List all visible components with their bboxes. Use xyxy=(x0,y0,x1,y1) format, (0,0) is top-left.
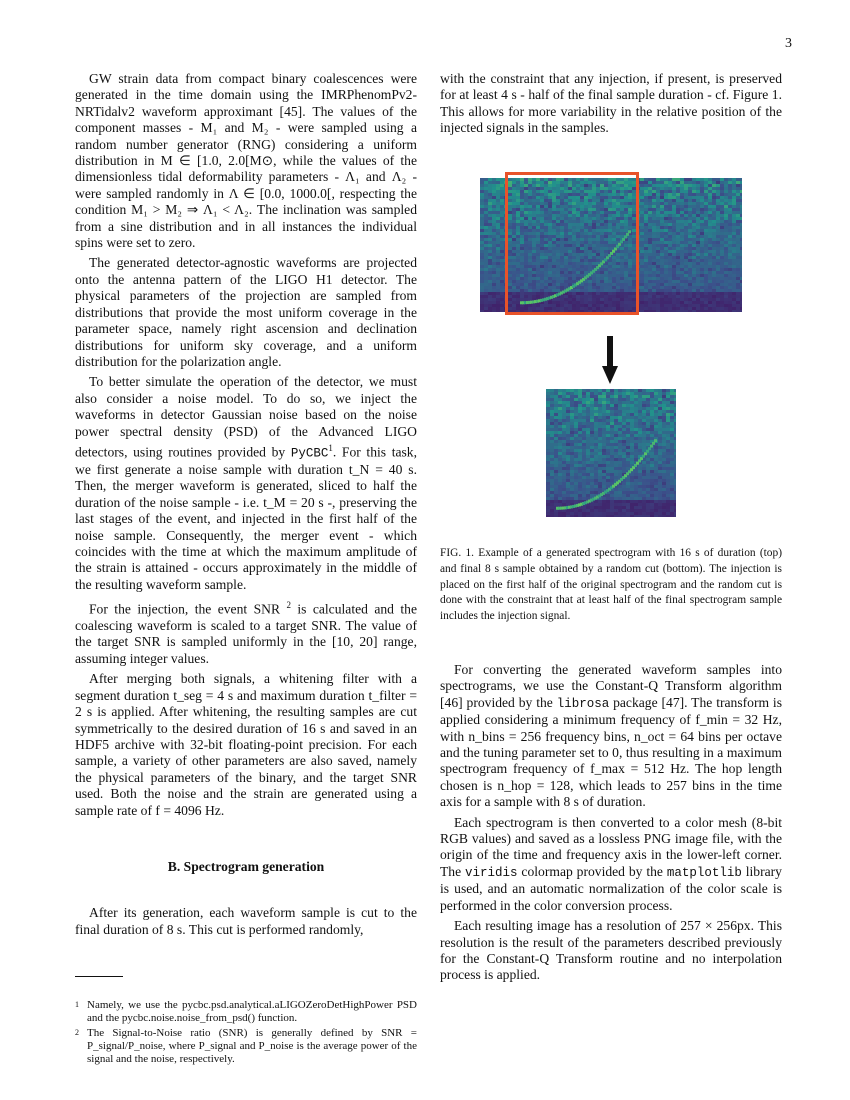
text-segment: To better simulate the operation of the detector, we must also consider a noise model. To do so, we inject the waveforms in detector Gaussian noise based on the noise power spectral density (PSD) of the Advanced LIGO detectors, using routines provided by xyxy=(75,374,417,460)
paragraph-noise-model xyxy=(75,374,417,593)
code-pycbc: PyCBC xyxy=(290,446,329,461)
figure-1 xyxy=(440,178,782,528)
code-matplotlib: matplotlib xyxy=(666,865,742,880)
paragraph-color-mesh xyxy=(440,815,782,914)
text-segment: For the injection, the event SNR xyxy=(89,601,287,617)
footnote-mark-2: 2 xyxy=(75,1028,79,1038)
code-librosa: librosa xyxy=(556,696,610,711)
footnote-ref-1[interactable]: 1 xyxy=(328,442,333,453)
paragraph-cut-continued: with the constraint that any injection, if present, is preserved for at least 4 s - half of the final sample duration - cf. Figure 1. This allows for more variability in the relative position of the injected signals in the samples. xyxy=(440,71,782,136)
right-column-top xyxy=(440,71,782,141)
footnote-text: Namely, we use the pycbc.psd.analytical.aLIGOZeroDetHighPower PSD and the pycbc.noise.noise_from_psd() function. xyxy=(87,999,417,1025)
paragraph-cqt xyxy=(440,662,782,811)
left-column xyxy=(75,71,417,1068)
spectrogram-cut xyxy=(546,389,676,517)
figure-1-caption: FIG. 1. Example of a generated spectrogram with 16 s of duration (top) and final 8 s sample obtained by a random cut (bottom). The injection is placed on the first half of the original spectrogram and the random cut is done with the constraint that at least half of the final spectrogram sample includes the injection signal. xyxy=(440,547,782,623)
spectrogram-cut-image xyxy=(546,389,676,517)
text-segment: . For this task, we first generate a noise sample with duration t_N = 40 s. Then, the merger waveform is generated, sliced to half the duration of the noise sample - i.e. t_M = 20 s -, preserving the last stages of the event, and injected in the first half of the noise sample. Consequently, the merger event - which coincides with the time at which the maximum amplitude of the strain is attained - occurs approximately in the middle of the resulting waveform sample. xyxy=(75,444,417,592)
section-title: B. Spectrogram generation xyxy=(167,858,325,874)
paragraph-antenna-projection: The generated detector-agnostic waveforms are projected onto the antenna pattern of the LIGO H1 detector. The physical parameters of the projection are sampled from distributions that provide the most uniform coverage in the parameter space, namely right ascension and declination distributions for uniform sky coverage, and a uniform distribution for the polarization angle. xyxy=(75,255,417,369)
paragraph-resolution: Each resulting image has a resolution of 257 × 256px. This resolution is the result of the parameters described previously for the Constant-Q Transform routine and no interpolation process is applied. xyxy=(440,918,782,983)
footnote-mark-1: 1 xyxy=(75,1000,79,1010)
paragraph-whitening: After merging both signals, a whitening filter with a segment duration t_seg = 4 s and maximum duration t_filter = 2 s is applied. After whitening, the resulting samples are cut symmetrically to the desired duration of 16 s and saved in an HDF5 archive with 32-bit floating-point precision. For each sample, a variety of other parameters are also saved, namely the physical parameters of the binary, and the target SNR used. Both the noise and the strain are generated using a sample rate of f = 4096 Hz. xyxy=(75,671,417,818)
footnote-ref-2[interactable]: 2 xyxy=(286,600,291,611)
right-column-bottom xyxy=(440,662,782,988)
code-viridis: viridis xyxy=(465,865,518,880)
paragraph-injection-snr xyxy=(75,597,417,667)
footnote-divider xyxy=(75,976,123,977)
text-segment: package [47]. The transform is applied considering a minimum frequency of f_min = 32 Hz, with n_bins = 256 frequency bins, n_oct = 64 bins per octave and the tuning parameter set to 0, thus resulting in a maximum spectrogram frequency of f_max = 512 Hz. The hop length chosen is n_hop = 128, which leads to 257 bins in the time axis for a sample with 8 s of duration. xyxy=(440,694,782,810)
footnote-2 xyxy=(75,1027,417,1066)
page-number: 3 xyxy=(785,36,792,51)
text-segment: For converting the generated waveform samples into spectrograms, we use the Constant-Q Transform algorithm [46] provided by the xyxy=(440,662,782,710)
text-segment: colormap provided by the xyxy=(517,863,667,879)
footnotes xyxy=(75,999,417,1066)
paragraph-cut: After its generation, each waveform sample is cut to the final duration of 8 s. This cut is performed randomly, xyxy=(75,905,417,937)
footnote-1 xyxy=(75,999,417,1025)
random-cut-box xyxy=(505,172,639,315)
down-arrow-icon xyxy=(602,336,618,384)
text-segment: is calculated and the coalescing waveform is scaled to a target SNR. The value of the target SNR is sampled uniformly in the [10, 20] range, assuming integer values. xyxy=(75,601,417,666)
text-segment: library is used, and an automatic normalization of the color scale is performed in the color conversion process. xyxy=(440,863,782,913)
paragraph-waveform-generation: GW strain data from compact binary coalescences were generated in the time domain using the IMRPhenomPv2-NRTidalv2 waveform approximant [45]. The values of the component masses - M₁ and M₂ - were sampled using a random number generator (RNG) considering a uniform distribution in M ∈ [1.0, 2.0[M⊙, while the values of the dimensionless tidal deformability parameters - Λ₁ and Λ₂ - were sampled randomly in Λ ∈ [0.0, 1000.0[, respecting the condition M₁ > M₂ ⇒ Λ₁ < Λ₂. The inclination was sampled from a sine distribution and in all instances the individual spins were set to zero. xyxy=(75,71,417,251)
footnote-text: The Signal-to-Noise ratio (SNR) is generally defined by SNR = P_signal/P_noise, where P_signal and P_noise is the average power of the signal and the noise, respectively. xyxy=(87,1027,417,1066)
text-segment: Each spectrogram is then converted to a color mesh (8-bit RGB values) and saved as a lossless PNG image file, with the origin of the time and frequency axis in the lower-left corner. The xyxy=(440,814,782,879)
